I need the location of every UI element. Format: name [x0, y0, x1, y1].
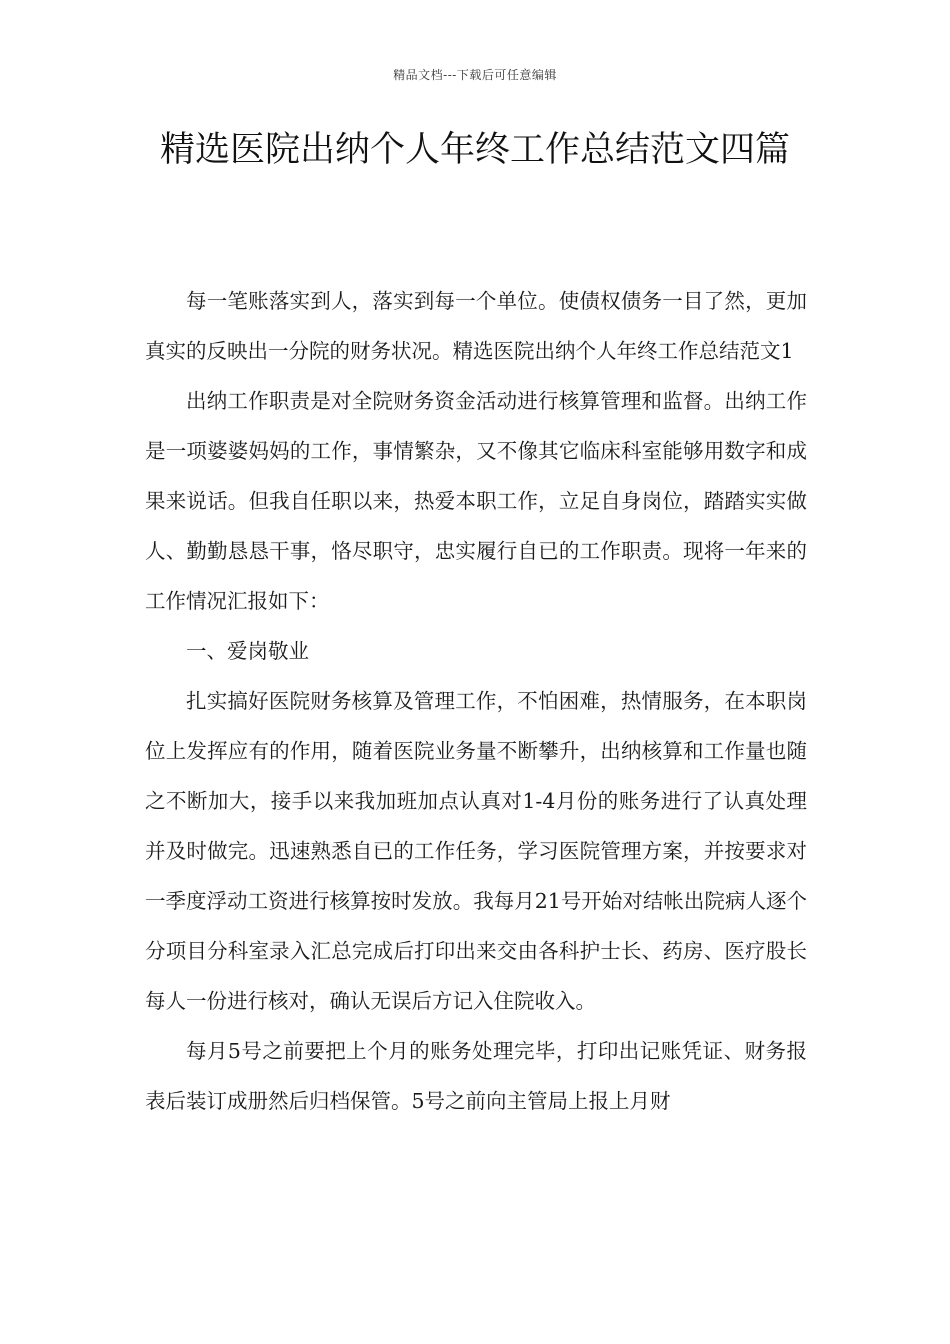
paragraph-accounting: 扎实搞好医院财务核算及管理工作，不怕困难，热情服务，在本职岗位上发挥应有的作用，随着医院业务量不断攀升，出纳核算和工作量也随之不断加大，接手以来我加班加点认真对1-4月份的账务进行了认真处理并及时做完。迅速熟悉自已的工作任务，学习医院管理方案，并按要求对一季度浮动工资进行核算按时发放。我每月21号开始对结帐出院病人逐个分项目分科室录入汇总完成后打印出来交由各科护士长、药房、医疗股长每人一份进行核对，确认无误后方记入住院收入。 [145, 689, 807, 1013]
document-title: 精选医院出纳个人年终工作总结范文四篇 [159, 130, 790, 170]
paragraph-duties: 出纳工作职责是对全院财务资金活动进行核算管理和监督。出纳工作是一项婆婆妈妈的工作，事情繁杂，又不像其它临床科室能够用数字和成果来说话。但我自任职以来，热爱本职工作，立足自身岗位，踏踏实实做人、勤勤恳恳干事，恪尽职守，忠实履行自已的工作职责。现将一年来的工作情况汇报如下： [145, 389, 807, 613]
section-heading-dedication: 一、爱岗敬业 [186, 639, 309, 663]
paragraph-monthly: 每月5号之前要把上个月的账务处理完毕，打印出记账凭证、财务报表后装订成册然后归档保管。5号之前向主管局上报上月财 [145, 1039, 807, 1113]
paragraph-intro: 每一笔账落实到人，落实到每一个单位。使债权债务一目了然，更加真实的反映出一分院的财务状况。精选医院出纳个人年终工作总结范文1 [145, 289, 807, 363]
document-body [145, 276, 807, 1126]
header-note: 精品文档---下载后可任意编辑 [393, 68, 557, 82]
